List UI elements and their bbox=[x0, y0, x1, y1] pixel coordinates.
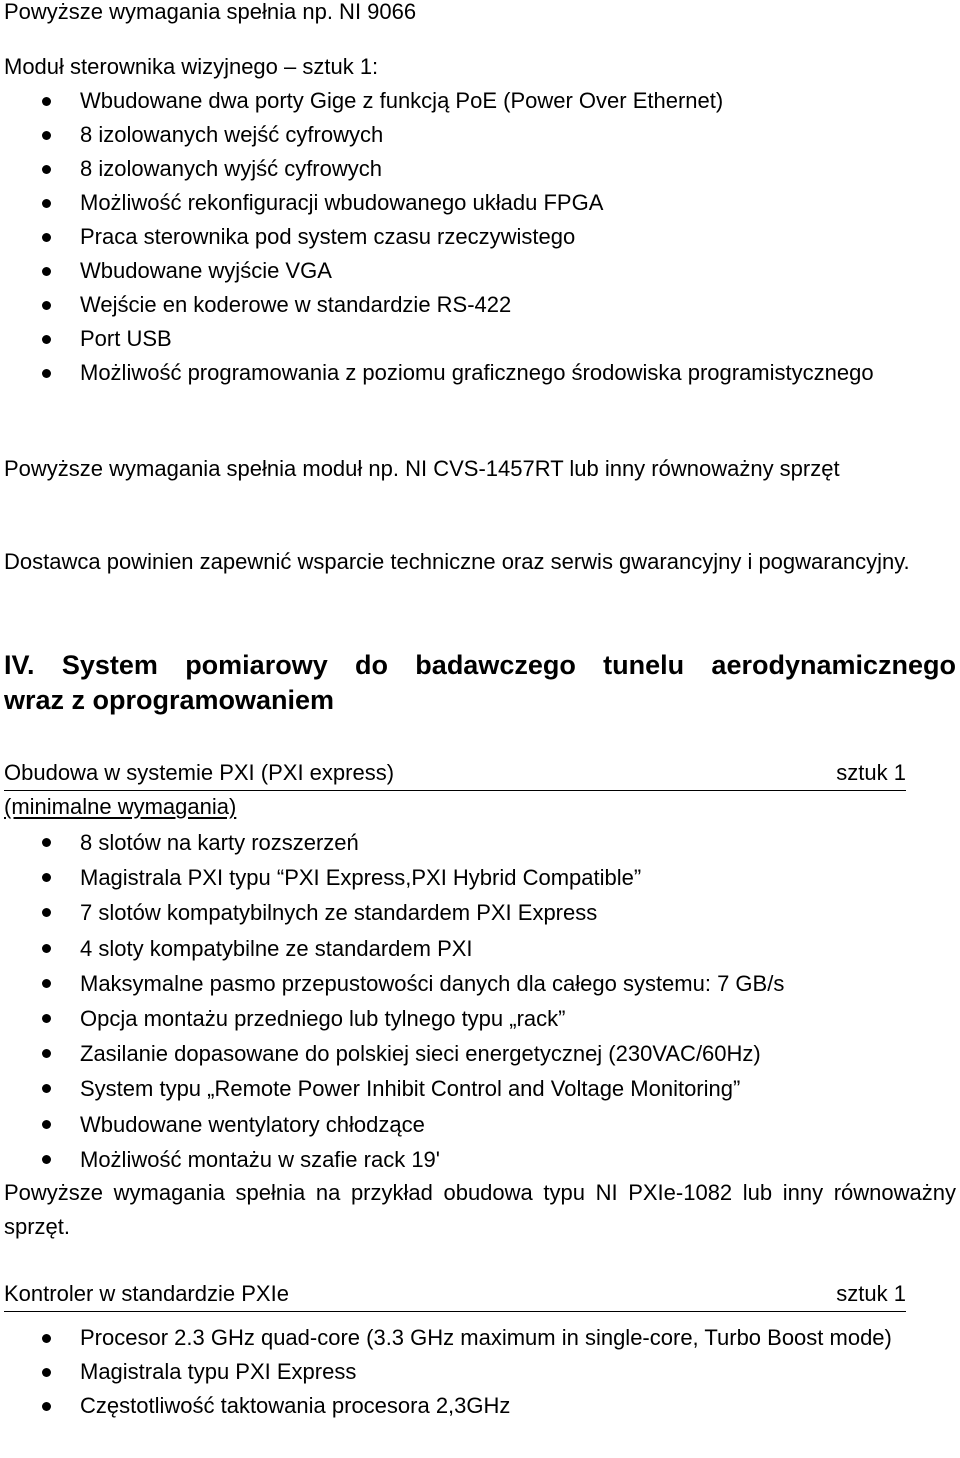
list-item: Częstotliwość taktowania procesora 2,3GHz bbox=[0, 1389, 958, 1423]
chassis-equivalent-note: Powyższe wymagania spełnia na przykład obudowa typu NI PXIe-1082 lub inny równoważny sprzęt. bbox=[4, 1180, 956, 1239]
list-item: Magistrala typu PXI Express bbox=[0, 1355, 958, 1389]
list-item: Magistrala PXI typu “PXI Express,PXI Hybrid Compatible” bbox=[0, 860, 958, 895]
list-item: Procesor 2.3 GHz quad-core (3.3 GHz maximum in single-core, Turbo Boost mode) bbox=[0, 1321, 958, 1355]
bullet-icon bbox=[42, 1120, 51, 1129]
bullet-icon bbox=[42, 131, 51, 140]
bullet-icon bbox=[42, 267, 51, 276]
list-item: Zasilanie dopasowane do polskiej sieci energetycznej (230VAC/60Hz) bbox=[0, 1036, 958, 1071]
list-item: Wbudowane wyjście VGA bbox=[0, 254, 958, 288]
bullet-icon bbox=[42, 1014, 51, 1023]
bullet-icon bbox=[42, 233, 51, 242]
bullet-icon bbox=[42, 838, 51, 847]
bullet-icon bbox=[42, 979, 51, 988]
bullet-icon bbox=[42, 944, 51, 953]
controller-title: Kontroler w standardzie PXIe bbox=[4, 1281, 289, 1306]
section-heading-line-1: IV. System pomiarowy do badawczego tunelu aerodynamicznego bbox=[4, 650, 956, 680]
chassis-requirements-list bbox=[0, 825, 958, 1177]
support-note: Dostawca powinien zapewnić wsparcie techniczne oraz serwis gwarancyjny i pogwarancyjny. bbox=[4, 549, 910, 574]
module-requirements-list bbox=[0, 84, 958, 390]
bullet-icon bbox=[42, 1049, 51, 1058]
intro-line: Powyższe wymagania spełnia np. NI 9066 bbox=[4, 0, 417, 24]
list-item: Wbudowane wentylatory chłodzące bbox=[0, 1107, 958, 1142]
bullet-icon bbox=[42, 1402, 51, 1411]
bullet-icon bbox=[42, 1084, 51, 1093]
bullet-icon bbox=[42, 1334, 51, 1343]
list-item: 8 izolowanych wyjść cyfrowych bbox=[0, 152, 958, 186]
module-heading: Moduł sterownika wizyjnego – sztuk 1: bbox=[4, 54, 379, 79]
list-item: Możliwość rekonfiguracji wbudowanego układu FPGA bbox=[0, 186, 958, 220]
list-item: System typu „Remote Power Inhibit Control and Voltage Monitoring” bbox=[0, 1071, 958, 1106]
bullet-icon bbox=[42, 97, 51, 106]
list-item: Wbudowane dwa porty Gige z funkcją PoE (Power Over Ethernet) bbox=[0, 84, 958, 118]
list-item: Praca sterownika pod system czasu rzeczywistego bbox=[0, 220, 958, 254]
chassis-subtitle-row bbox=[4, 790, 956, 824]
bullet-icon bbox=[42, 908, 51, 917]
list-item: Opcja montażu przedniego lub tylnego typu „rack” bbox=[0, 1001, 958, 1036]
list-item: Wejście en koderowe w standardzie RS-422 bbox=[0, 288, 958, 322]
list-item: 8 slotów na karty rozszerzeń bbox=[0, 825, 958, 860]
controller-requirements-list bbox=[0, 1321, 958, 1423]
bullet-icon bbox=[42, 335, 51, 344]
list-item: 4 sloty kompatybilne ze standardem PXI bbox=[0, 931, 958, 966]
controller-quantity: sztuk 1 bbox=[836, 1281, 906, 1306]
bullet-icon bbox=[42, 165, 51, 174]
list-item: Możliwość montażu w szafie rack 19' bbox=[0, 1142, 958, 1177]
bullet-icon bbox=[42, 199, 51, 208]
bullet-icon bbox=[42, 301, 51, 310]
bullet-icon bbox=[42, 1368, 51, 1377]
module-equivalent-note: Powyższe wymagania spełnia moduł np. NI CVS-1457RT lub inny równoważny sprzęt bbox=[4, 456, 840, 481]
list-item: Maksymalne pasmo przepustowości danych dla całego systemu: 7 GB/s bbox=[0, 966, 958, 1001]
section-heading bbox=[4, 648, 956, 718]
chassis-title-row bbox=[4, 756, 906, 791]
chassis-quantity: sztuk 1 bbox=[836, 760, 906, 785]
bullet-icon bbox=[42, 1155, 51, 1164]
bullet-icon bbox=[42, 873, 51, 882]
controller-title-row bbox=[4, 1277, 906, 1312]
chassis-title: Obudowa w systemie PXI (PXI express) bbox=[4, 760, 395, 785]
chassis-subtitle: (minimalne wymagania) bbox=[4, 794, 237, 819]
list-item: 7 slotów kompatybilnych ze standardem PXI Express bbox=[0, 895, 958, 930]
list-item: Możliwość programowania z poziomu graficznego środowiska programistycznego bbox=[0, 356, 958, 390]
list-item: Port USB bbox=[0, 322, 958, 356]
section-heading-line-2: wraz z oprogramowaniem bbox=[4, 685, 335, 715]
bullet-icon bbox=[42, 369, 51, 378]
list-item: 8 izolowanych wejść cyfrowych bbox=[0, 118, 958, 152]
